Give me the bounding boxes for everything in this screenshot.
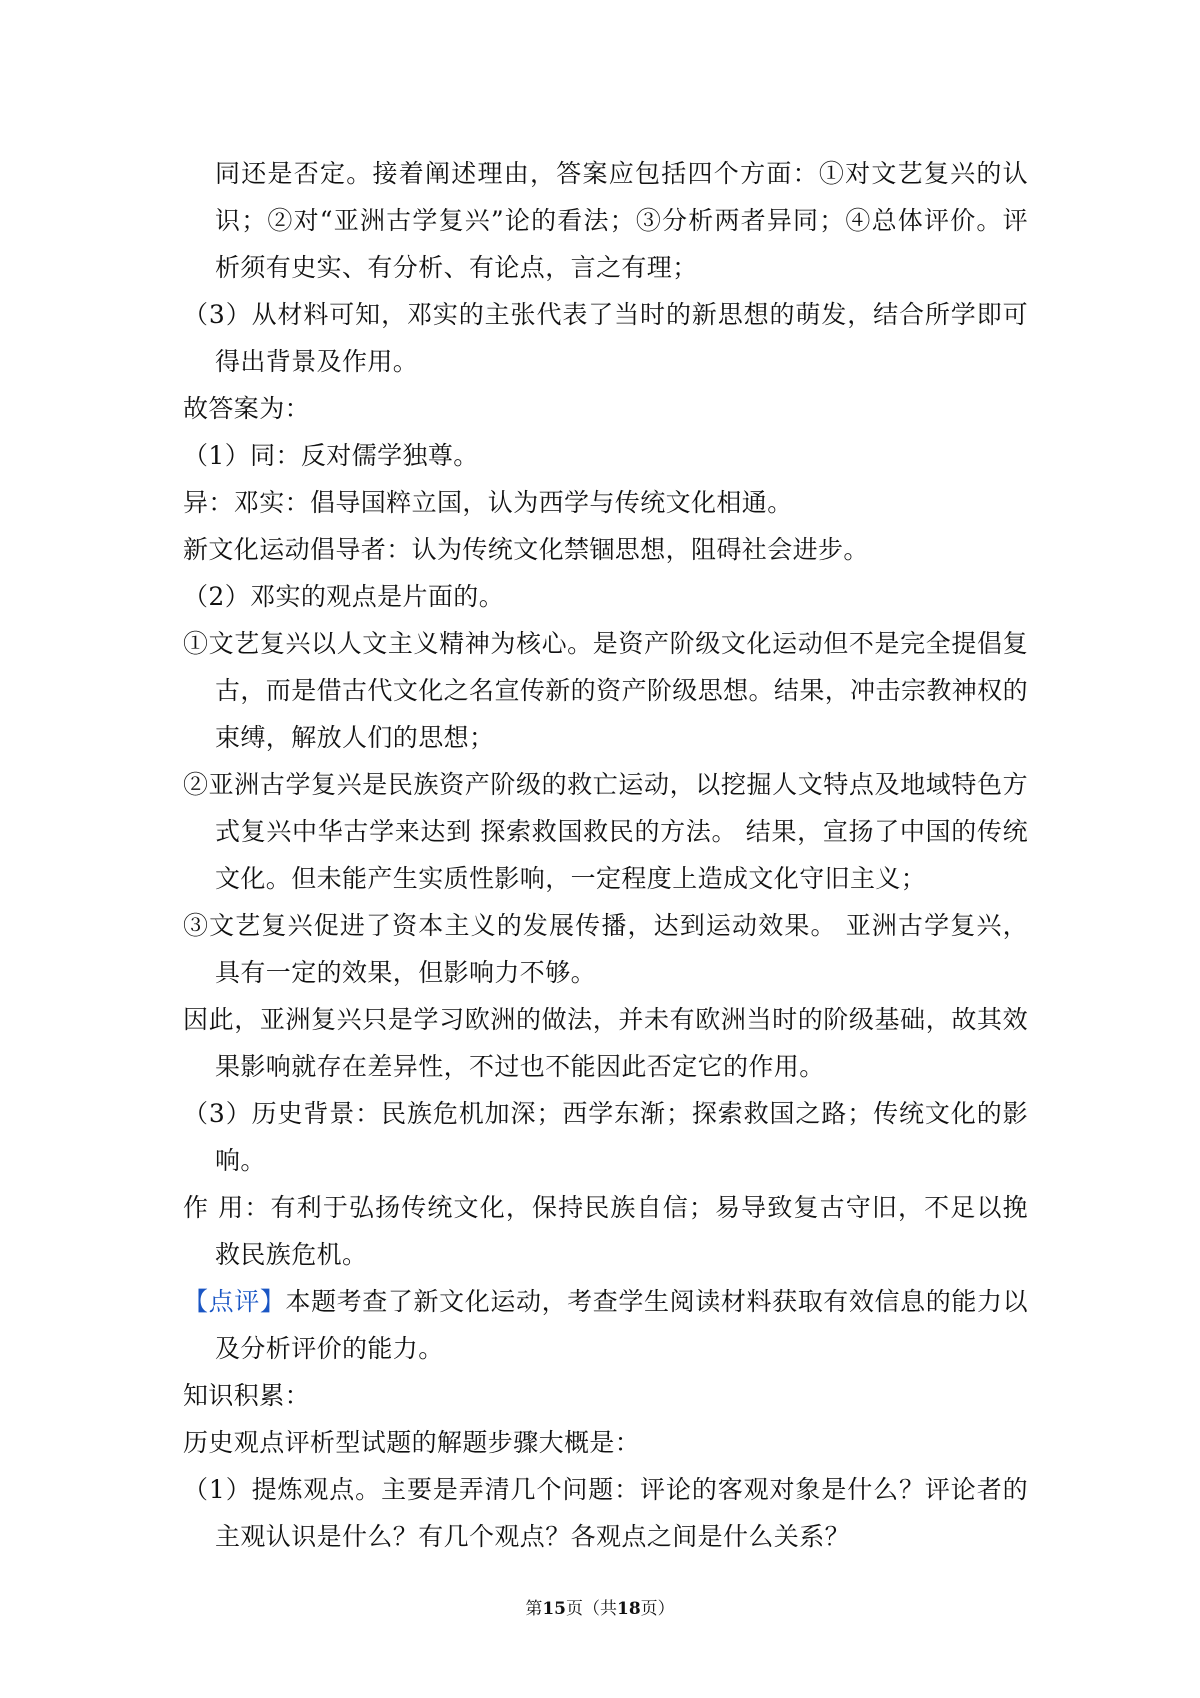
page-footer <box>0 1594 1200 1619</box>
document-body <box>183 150 1028 1560</box>
comment-paragraph <box>183 1278 1028 1372</box>
answer-2-point-2: ②亚洲古学复兴是民族资产阶级的救亡运动，以挖掘人文特点及地域特色方式复兴中华古学来达到 探索救国救民的方法。 结果，宣扬了中国的传统文化。但未能产生实质性影响，一定程度上造成文化守旧主义； <box>183 770 1028 893</box>
footer-prefix: 第 <box>525 1599 543 1619</box>
answer-2-conclusion: 因此，亚洲复兴只是学习欧洲的做法，并未有欧洲当时的阶级基础，故其效果影响就存在差异性，不过也不能因此否定它的作用。 <box>183 1005 1028 1081</box>
knowledge-heading: 知识积累： <box>183 1381 311 1410</box>
answer-heading: 故答案为： <box>183 394 311 423</box>
footer-total-pages: 18 <box>617 1599 641 1619</box>
paragraph-hint-3: （3）从材料可知，邓实的主张代表了当时的新思想的萌发，结合所学即可得出背景及作用。 <box>183 300 1028 376</box>
comment-text: 本题考查了新文化运动，考查学生阅读材料获取有效信息的能力以及分析评价的能力。 <box>215 1287 1028 1363</box>
footer-page-number: 15 <box>542 1599 566 1619</box>
answer-3-background: （3）历史背景：民族危机加深；西学东渐；探索救国之路；传统文化的影响。 <box>183 1099 1028 1175</box>
paragraph-answer-hint-continued: 同还是否定。接着阐述理由，答案应包括四个方面：①对文艺复兴的认识；②对“亚洲古学复兴”论的看法；③分析两者异同；④总体评价。评析须有史实、有分析、有论点，言之有理； <box>215 159 1028 282</box>
answer-1-same: （1）同：反对儒学独尊。 <box>183 441 479 470</box>
footer-suffix: 页） <box>640 1599 675 1619</box>
comment-tag: 【点评】 <box>183 1287 286 1316</box>
answer-2-intro: （2）邓实的观点是片面的。 <box>183 582 505 611</box>
footer-middle: 页（共 <box>566 1599 617 1619</box>
answer-3-effect: 作 用：有利于弘扬传统文化，保持民族自信；易导致复古守旧，不足以挽救民族危机。 <box>183 1193 1028 1269</box>
answer-1-diff-new-culture: 新文化运动倡导者：认为传统文化禁锢思想，阻碍社会进步。 <box>183 535 869 564</box>
answer-2-point-3: ③文艺复兴促进了资本主义的发展传播，达到运动效果。 亚洲古学复兴，具有一定的效果，但影响力不够。 <box>183 911 1028 987</box>
answer-1-diff-dengshi: 异：邓实：倡导国粹立国，认为西学与传统文化相通。 <box>183 488 793 517</box>
knowledge-intro: 历史观点评析型试题的解题步骤大概是： <box>183 1428 641 1457</box>
knowledge-step-1: （1）提炼观点。主要是弄清几个问题：评论的客观对象是什么？评论者的主观认识是什么？有几个观点？各观点之间是什么关系？ <box>183 1475 1028 1551</box>
answer-2-point-1: ①文艺复兴以人文主义精神为核心。是资产阶级文化运动但不是完全提倡复古，而是借古代文化之名宣传新的资产阶级思想。结果，冲击宗教神权的束缚，解放人们的思想； <box>183 629 1028 752</box>
